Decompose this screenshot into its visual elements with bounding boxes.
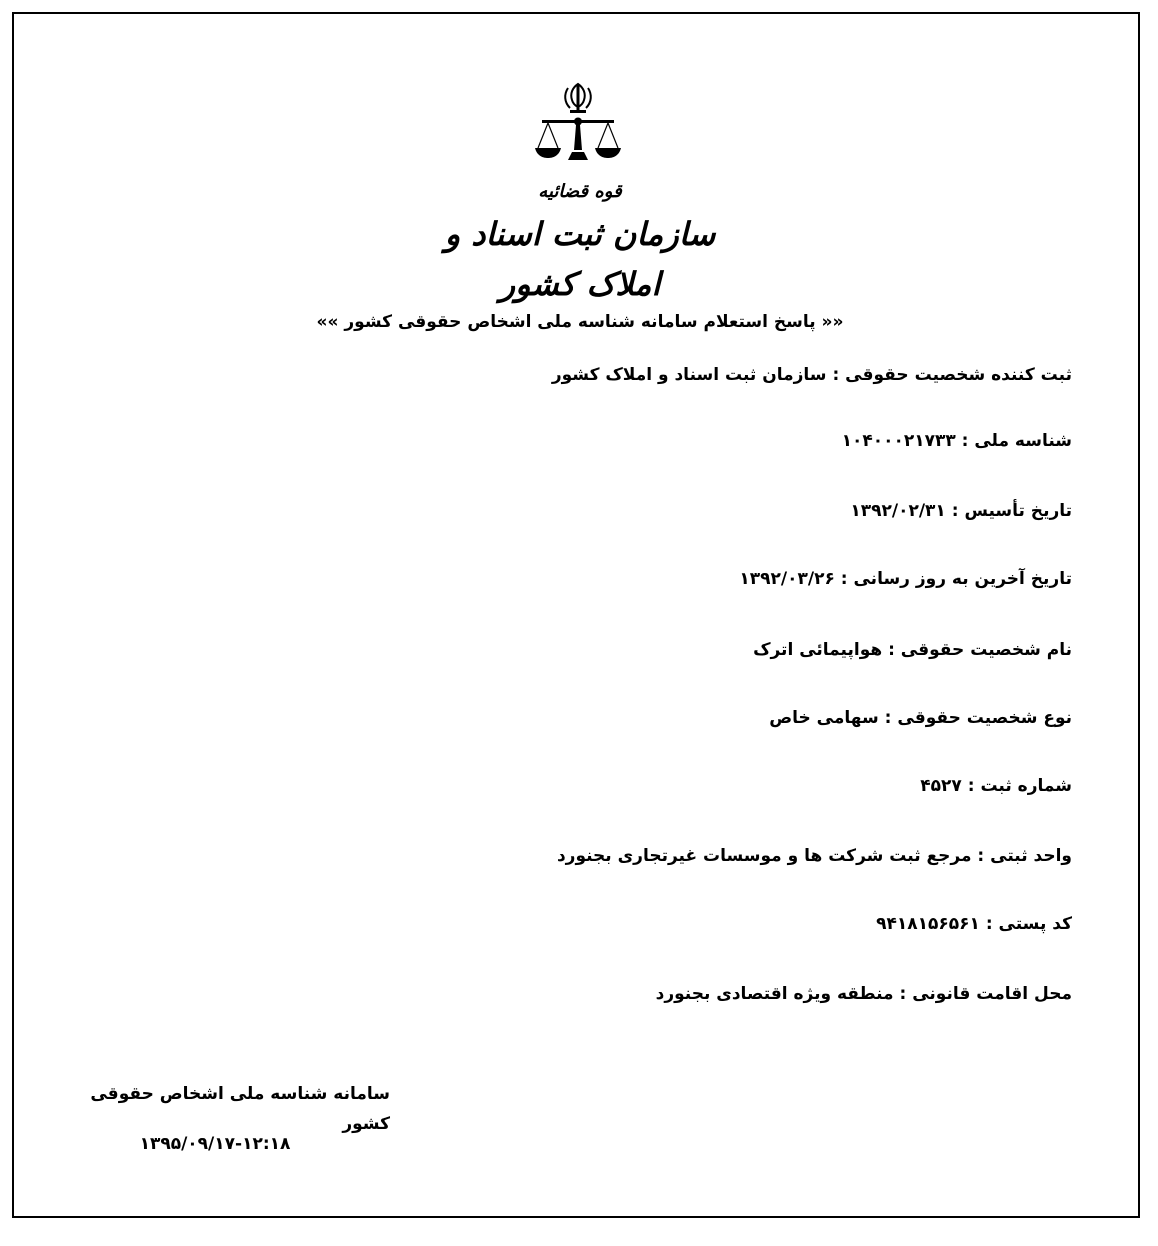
registration-number-field xyxy=(372,772,1072,800)
field-label: شناسه ملی xyxy=(974,431,1072,451)
field-value: مرجع ثبت شرکت ها و موسسات غیرتجاری بجنورد xyxy=(556,846,972,866)
field-value: منطقه ویژه اقتصادی بجنورد xyxy=(655,984,894,1004)
national-id-field xyxy=(372,427,1072,455)
field-value: ۹۴۱۸۱۵۶۵۶۱ xyxy=(876,914,980,934)
establishment-date-field xyxy=(372,497,1072,525)
registration-organization-logo-line: سازمان ثبت اسناد و املاک کشور xyxy=(444,215,716,303)
field-separator: : xyxy=(945,501,965,521)
last-update-date-field xyxy=(372,565,1072,593)
field-separator: : xyxy=(882,640,901,660)
entity-name-field xyxy=(372,636,1072,664)
postal-code-field xyxy=(372,910,1072,938)
footer-datetime: ۱۳۹۵/۰۹/۱۷-۱۲:۱۸ xyxy=(139,1134,291,1154)
field-value: سازمان ثبت اسناد و املاک کشور xyxy=(551,365,827,385)
field-separator: : xyxy=(834,569,854,589)
field-label: نام شخصیت حقوقی xyxy=(900,640,1072,660)
judiciary-logo-line: قوه قضائیه xyxy=(538,181,622,202)
legal-address-field xyxy=(372,980,1072,1008)
registration-unit-field xyxy=(372,842,1072,870)
field-label: نوع شخصیت حقوقی xyxy=(897,708,1072,728)
field-value: سهامی خاص xyxy=(769,708,879,728)
field-value: ۴۵۲۷ xyxy=(920,776,962,796)
field-separator: : xyxy=(955,431,975,451)
field-separator: : xyxy=(971,846,991,866)
field-value: هواپیمائی اترک xyxy=(753,640,883,660)
field-value: ۱۰۴۰۰۰۲۱۷۳۳ xyxy=(841,431,956,451)
field-value: ۱۳۹۲/۰۳/۲۶ xyxy=(739,569,835,589)
field-separator: : xyxy=(893,984,913,1004)
scales-of-justice-emblem-icon xyxy=(528,80,628,170)
field-label: کد پستی xyxy=(998,914,1072,934)
field-label: محل اقامت قانونی xyxy=(912,984,1072,1004)
field-separator: : xyxy=(878,708,898,728)
field-label: تاریخ آخرین به روز رسانی xyxy=(853,569,1072,589)
entity-type-field xyxy=(372,704,1072,732)
field-value: ۱۳۹۲/۰۲/۳۱ xyxy=(850,501,946,521)
field-separator: : xyxy=(961,776,981,796)
document-title: «« پاسخ استعلام سامانه شناسه ملی اشخاص حقوقی کشور »» xyxy=(316,312,844,332)
field-label: شماره ثبت xyxy=(980,776,1072,796)
field-label: واحد ثبتی xyxy=(990,846,1072,866)
organization-logo-text xyxy=(420,175,740,303)
field-separator: : xyxy=(826,365,846,385)
field-label: ثبت کننده شخصیت حقوقی xyxy=(845,365,1072,385)
field-separator: : xyxy=(979,914,999,934)
footer-system-name: سامانه شناسه ملی اشخاص حقوقی کشور xyxy=(90,1084,390,1134)
field-label: تاریخ تأسیس xyxy=(964,501,1072,521)
registrar-field xyxy=(372,361,1072,389)
